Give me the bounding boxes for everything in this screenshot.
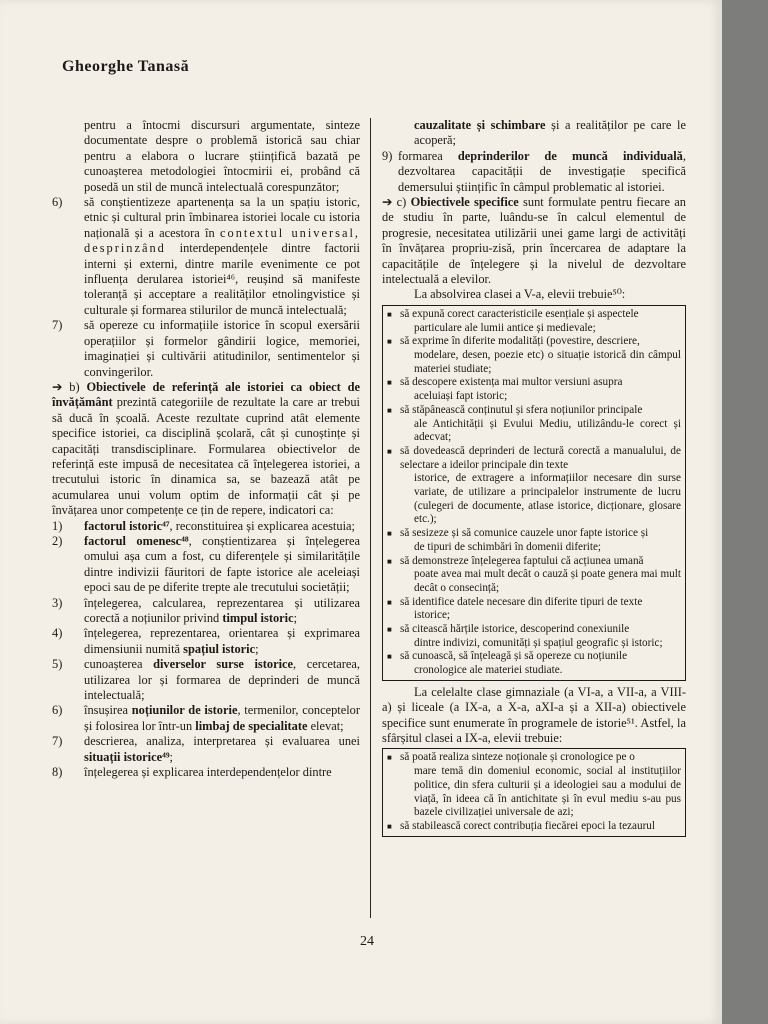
list-item: 5) cunoașterea diverselor surse istorice, cercetarea, utilizarea lor și formarea de deprinderi de muncă intelectuală; — [52, 657, 360, 703]
scan-background — [722, 0, 768, 1024]
objective-item: ■ să dovedească deprinderi de lectură corectă a manualului, de selectare a ideilor principale din texte istorice, de extragere a informațiilor necesare din surse variate, de utilizare a principalelor instrumente de lucru (culegeri de documente, atlase istorice, dicționare, glosare etc.); — [387, 444, 681, 526]
objective-item: ■ să descopere existența mai multor versiuni asupra aceluiași fapt istoric; — [387, 376, 623, 403]
left-column — [52, 118, 360, 780]
objectives-box-grade9 — [382, 748, 686, 836]
arrow-icon: ➔ — [382, 195, 393, 210]
paragraph: pentru a întocmi discursuri argumentate, sinteze documentate despre o problemă istorică sau chiar pentru a elabora o lucrare științifică bazată pe cunoașterea metodologiei întocmirii ei, probând că posedă un stil de muncă intelectuală corespunzător; — [84, 118, 360, 194]
objective-item: ■ să identifice datele necesare din diferite tipuri de texte istorice; — [387, 595, 643, 622]
author-header: Gheorghe Tanasă — [62, 58, 190, 75]
list-item: 9) formarea deprinderilor de muncă individuală, dezvoltarea capacității de investigație specifică demersului științific în câmpul problematic al istoriei. — [382, 148, 686, 194]
page-number: 24 — [360, 934, 374, 949]
arrow-icon: ➔ — [52, 379, 63, 394]
list-item: 8) înțelegerea și explicarea interdependențelor dintre — [52, 765, 332, 780]
list-item: 7) descrierea, analiza, interpretarea și evaluarea unei situații istorice⁴⁹; — [52, 734, 360, 764]
bullet-icon: ■ — [387, 597, 392, 607]
bullet-icon: ■ — [387, 446, 392, 456]
section-b: ➔ b) Obiectivele de referință ale istoriei ca obiect de învățământ prezintă categoriile de rezultate la care ar trebui să ducă în școală. Aceste rezultate cuprind atât elemente specifice istoriei, ca disciplină școlară, cât și cunoștințe și capacități transdisciplinare. Formularea obiectivelor de referință este impusă de necesitatea că înțelegerea istoriei, a trecutului istoric în dinamica sa, se bazează atât pe acumularea unui volum optim de informații cât și pe învățarea unor competențe ce țin de repere, indicatori ca: — [52, 379, 360, 518]
list-item: 3) înțelegerea, calcularea, reprezentarea și utilizarea corectă a noțiunilor privind timpul istoric; — [52, 595, 360, 625]
list-item: 7) să opereze cu informațiile istorice în scopul exersării operațiilor și formelor gândirii logice, memoriei, imaginației și cultivării atitudinilor, sentimentelor și convingerilor. — [52, 318, 360, 379]
column-divider — [370, 118, 371, 918]
objective-item: ■ să cunoască, să înțeleagă și să opereze cu noțiunile cronologice ale materiei studiate. — [387, 650, 628, 677]
bullet-icon: ■ — [387, 822, 392, 831]
bullet-icon: ■ — [387, 378, 392, 388]
section-c: ➔ c) Obiectivele specifice sunt formulate pentru fiecare an de studiu în parte, luându-se în calcul elementul de progresie, necesitatea utilizării unei game largi de activități în învățarea propriu-zisă, prin încercarea de adaptare la capacitățile de înțelegere și la nivelul de dezvoltare intelectuală a elevilor. — [382, 195, 686, 287]
objective-item: ■ să poată realiza sinteze noționale și cronologice pe o mare temă din domeniul economic, social al instituțiilor politice, din sfera culturii și a ideologiei sau a modului de viață, în ideea că în antichitate și în evul mediu s-au pus bazele civilizației universale de azi; — [387, 751, 681, 819]
bullet-icon: ■ — [387, 337, 392, 347]
bullet-icon: ■ — [387, 753, 392, 763]
paragraph: La absolvirea clasei a V-a, elevii trebuie⁵⁰: — [414, 287, 626, 302]
objective-item: ■ să stăpânească conținutul și sfera noțiunilor principale ale Antichității și Evului Mediu, utilizându-le corect și adecvat; — [387, 403, 681, 444]
bullet-icon: ■ — [387, 529, 392, 539]
paragraph: cauzalitate și schimbare și a realităților pe care le acoperă; — [414, 118, 686, 148]
bullet-icon: ■ — [387, 405, 392, 415]
objective-item: ■ să exprime în diferite modalități (povestire, descriere, modelare, desen, poezie etc) o situație istorică din câmpul materiei studiate; — [387, 335, 681, 375]
objective-item: ■ să citească hărțile istorice, descoperind conexiunile dintre indivizi, comunități și spațiul geografic și istoric; — [387, 623, 663, 649]
objectives-box-grade5 — [382, 305, 686, 681]
list-item: 2) factorul omenesc⁴⁸, conștientizarea și înțelegerea omului așa cum a fost, cu diferențele și similaritățile dintre indivizii făuritori de fapte istorice ale aceleiași epoci sau de pe diferite trepte ale trecutului societății; — [52, 533, 360, 595]
objective-item: ■ să sesizeze și să comunice cauzele unor fapte istorice și de tipuri de schimbări în domenii diferite; — [387, 527, 649, 553]
bullet-icon: ■ — [387, 652, 392, 662]
list-item: 6) însușirea noțiunilor de istorie, termenilor, conceptelor și folosirea lor într-un limbaj de specialitate elevat; — [52, 703, 360, 733]
objective-item: ■ să demonstreze înțelegerea faptului că acțiunea umană poate avea mai mult decât o cauză și poate genera mai mult decât o consecință; — [387, 554, 681, 594]
list-item: 1) factorul istoric⁴⁷, reconstituirea și explicarea acestuia; — [52, 518, 355, 533]
bullet-icon: ■ — [387, 625, 392, 635]
paragraph: La celelalte clase gimnaziale (a VI-a, a VII-a, a VIII-a) și liceale (a IX-a, a X-a, aXI-a și a XII-a) obiectivele specifice sunt enumerate în programele de istorie⁵¹. Astfel, la sfârșitul clasei a IX-a, elevii trebuie: — [382, 684, 686, 746]
right-column — [382, 118, 686, 841]
objective-item: ■ să expună corect caracteristicile esențiale și aspectele particulare ale lumii antice și medievale; — [387, 307, 639, 334]
list-item: 4) înțelegerea, reprezentarea, orientarea și exprimarea dimensiunii numită spațiul istoric; — [52, 626, 360, 656]
list-item: 6) să conștientizeze apartenența sa la un spațiu istoric, etnic și cultural prin îmbinarea istoriei locale cu istoria națională și a acestora în contextul universal, desprinzând interdependențele dintre factorii interni și externi, dintre marile evenimente ce pot influența derularea istoriei⁴⁶, reușind să manifeste toleranță și acceptare a realităților etnolingvistice și culturale și formarea stilurilor de muncă intelectuală; — [52, 195, 360, 317]
objective-item: ■ să stabilească corect contribuția fiecărei epoci la tezaurul — [387, 820, 655, 832]
bullet-icon: ■ — [387, 309, 392, 319]
bullet-icon: ■ — [387, 556, 392, 566]
